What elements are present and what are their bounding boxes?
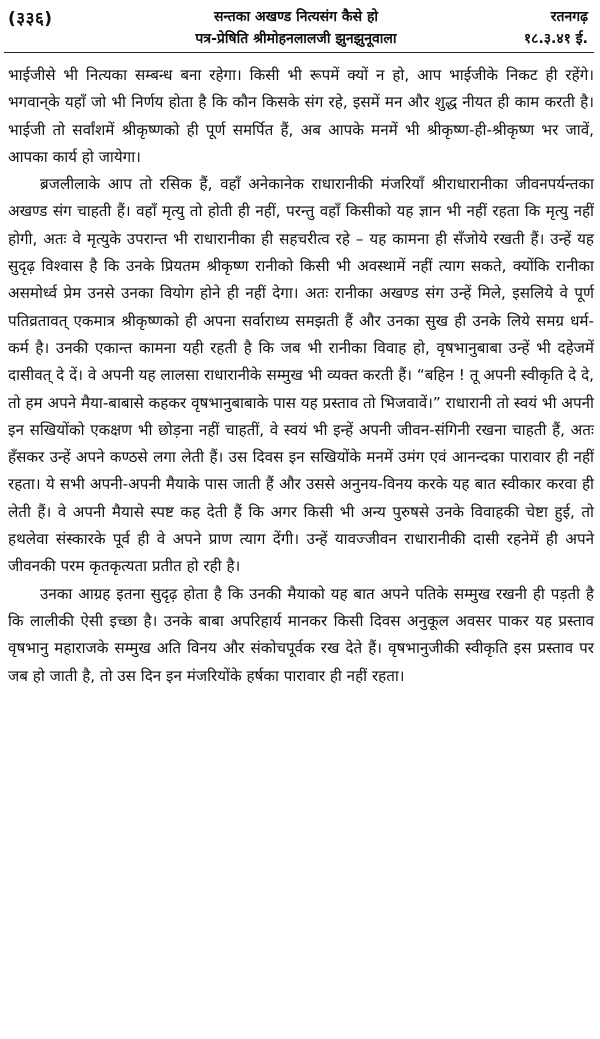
letter-body xyxy=(8,62,594,690)
letter-recipient: पत्र-प्रेषिति श्रीमोहनलालजी झुनझुनूवाला xyxy=(195,31,397,47)
paragraph: भाईजीसे भी नित्यका सम्बन्ध बना रहेगा। किसी भी रूपमें क्यों न हो, आप भाईजीके निकट ही रहेंगे। भगवान्‌के यहाँ जो भी निर्णय होता है कि कौन किसके संग रहे, इसमें मन और शुद्ध नीयत ही काम करती है। भाईजी तो सर्वांशमें श्रीकृष्णको ही पूर्ण समर्पित हैं, अब आपके मनमें भी श्रीकृष्ण-ही-श्रीकृष्ण भर जावें, आपका कार्य हो जायेगा। xyxy=(8,66,594,166)
header-divider xyxy=(4,52,594,53)
letter-place: रतनगढ़ xyxy=(550,9,588,25)
paragraph: उनका आग्रह इतना सुदृढ़ होता है कि उनकी मैयाको यह बात अपने पतिके सम्मुख रखनी ही पड़ती है कि लालीकी ऐसी इच्छा है। उनके बाबा अपरिहार्य मानकर किसी दिवस अनुकूल अवसर पाकर यह प्रस्ताव वृषभानु महाराजके सम्मुख अति विनय और संकोचपूर्वक रख देते हैं। वृषभानुजीकी स्वीकृति इस प्रस्ताव पर जब हो जाती है, तो उस दिन इन मंजरियोंके हर्षका पारावार ही नहीं रहता। xyxy=(8,584,594,685)
page-header xyxy=(6,4,594,52)
letter-date: १८.३.४१ ई. xyxy=(523,31,588,47)
paragraph: ब्रजलीलाके आप तो रसिक हैं, वहाँ अनेकानेक राधारानीकी मंजरियाँ श्रीराधारानीका जीवनपर्यन्तका अखण्ड संग चाहती हैं। वहाँ मृत्यु तो होती ही नहीं, परन्तु वहाँ किसीको यह ज्ञान भी नहीं रहता कि मृत्यु नहीं होगी, अतः वे मृत्युके उपरान्त भी राधारानीका ही सहचरीत्व रहे – यह कामना ही सँजोये रखती हैं। उन्हें यह सुदृढ़ विश्वास है कि उनके प्रियतम श्रीकृष्ण रानीको किसी भी अवस्थामें नहीं त्याग सकते, क्योंकि रानीका असमोर्ध्व प्रेम उनसे उनका वियोग होने ही नहीं देगा। अतः रानीका अखण्ड संग उन्हें मिले, इसलिये वे पूर्ण पतिव्रतावत् एकमात्र श्रीकृष्णको ही अपना सर्वाराध्य समझती हैं और उनका सुख ही उनके लिये समग्र धर्म-कर्म है। उनकी एकान्त कामना यही रहती है कि जब भी रानीका विवाह हो, वृषभानुबाबा उन्हें भी दहेजमें दासीवत् दे दें। वे अपनी यह लालसा राधारानीके सम्मुख भी व्यक्त करती हैं। “बहिन ! तू अपनी स्वीकृति दे दे, तो हम अपने मैया-बाबासे कहकर वृषभानुबाबाके पास यह प्रस्ताव तो भिजवावें।” राधारानी तो स्वयं भी अपनी इन सखियोंको एकक्षण भी छोड़ना नहीं चाहतीं, वे स्वयं भी इन्हें अपनी जीवन-संगिनी रखना चाहती हैं, अतः हँसकर उन्हें अपने कण्ठसे लगा लेती हैं। उस दिवस इन सखियोंके मनमें उमंग एवं आनन्दका पारावार ही नहीं रहता। ये सभी अपनी-अपनी मैयाके पास जाती हैं और उससे अनुनय-विनय करके यह बात स्वीकार करवा ही लेती हैं। वे अपनी मैयासे स्पष्ट कह देती हैं कि अगर किसी भी अन्य पुरुषसे उनके विवाहकी चेष्टा हुई, तो हथलेवा संस्कारके पूर्व ही वे अपने प्राण त्याग देंगी। उन्हें यावज्जीवन राधारानीकी दासी रहनेमें ही अपने जीवनकी परम कृतकृत्यता प्रतीत हो रही है। xyxy=(8,175,594,576)
letter-title: सन्तका अखण्ड नित्यसंग कैसे हो xyxy=(213,9,379,25)
page-number: (३३६) xyxy=(8,9,53,29)
